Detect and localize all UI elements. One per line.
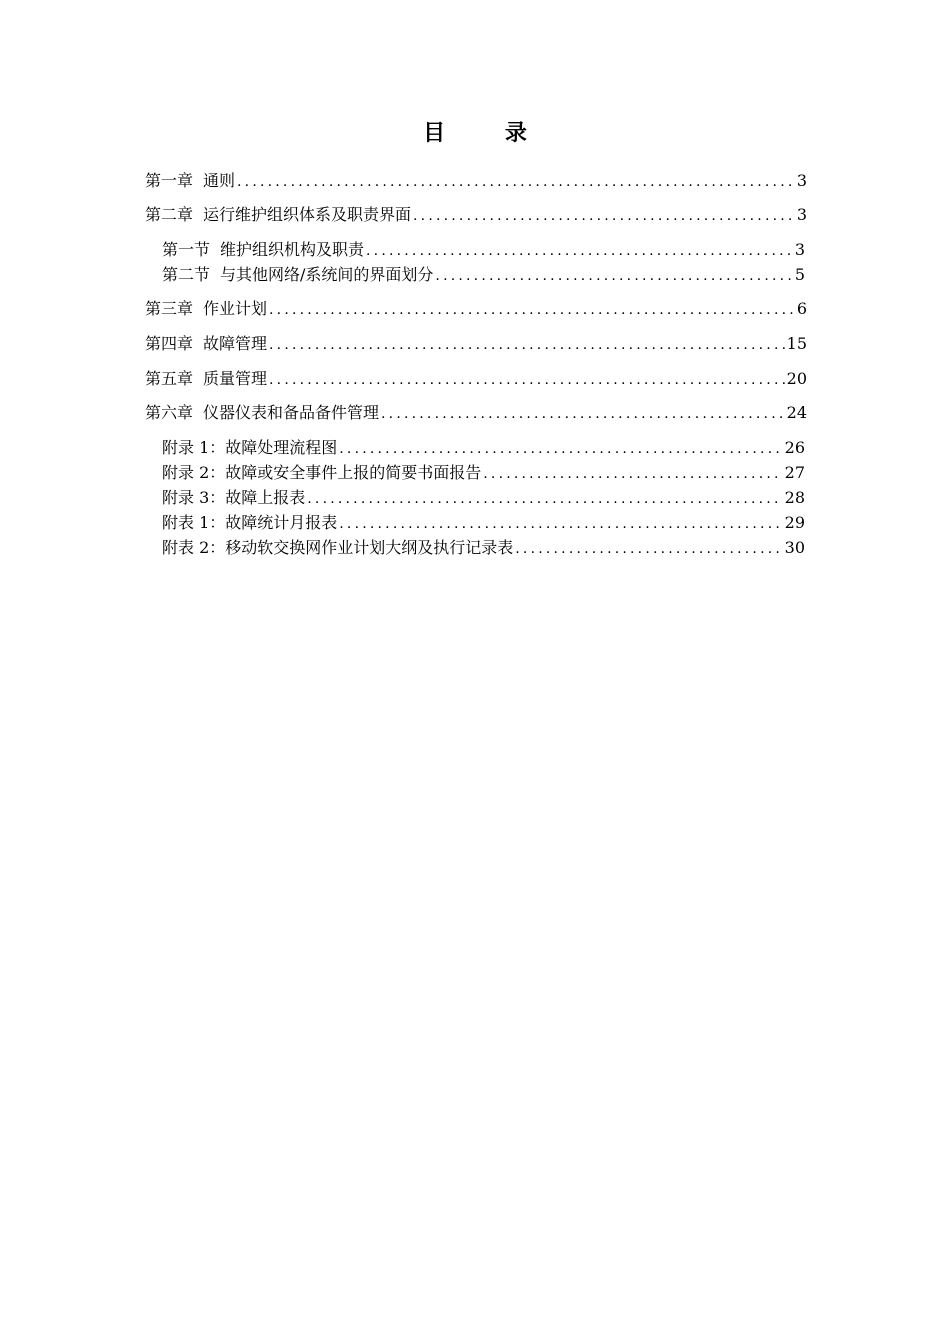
toc-entry-page: 26 [784, 438, 805, 457]
dot-leader [515, 539, 782, 559]
toc-entry-title: 维护组织机构及职责 [220, 240, 365, 259]
toc-entry-title: 附表 2：移动软交换网作业计划大纲及执行记录表 [162, 538, 514, 557]
toc-entry-title: 通则 [203, 171, 236, 190]
toc-entry-page: 29 [784, 513, 805, 532]
toc-entry-page: 24 [786, 403, 807, 422]
toc-entry-appendix-3[interactable] [162, 488, 805, 509]
toc-entry-title: 附表 1：故障统计月报表 [162, 513, 338, 532]
dot-leader [366, 241, 793, 261]
toc-entry-chapter-4[interactable] [145, 334, 807, 355]
toc-entry-title: 附录 2：故障或安全事件上报的简要书面报告 [162, 463, 482, 482]
dot-leader [435, 266, 792, 286]
toc-entry-number: 第二节 [162, 265, 211, 284]
toc-entry-title: 仪器仪表和备品备件管理 [203, 403, 380, 422]
toc-entry-section-2-1[interactable] [162, 240, 805, 261]
toc-entry-title: 质量管理 [203, 369, 268, 388]
toc-entry-page: 3 [794, 240, 805, 259]
toc-entry-number: 第六章 [145, 403, 194, 422]
toc-entry-title: 与其他网络/系统间的界面划分 [220, 265, 434, 284]
toc-entry-chapter-1[interactable] [145, 171, 807, 192]
toc-entry-title: 附录 3：故障上报表 [162, 488, 306, 507]
dot-leader [339, 514, 782, 534]
toc-entry-page: 20 [786, 369, 807, 388]
toc-entry-page: 3 [796, 171, 807, 190]
toc-entry-number: 第五章 [145, 369, 194, 388]
toc-entry-chapter-5[interactable] [145, 369, 807, 390]
toc-entry-section-2-2[interactable] [162, 265, 805, 286]
toc-entry-table-1[interactable] [162, 513, 805, 534]
toc-entry-appendix-2[interactable] [162, 463, 805, 484]
toc-entry-page: 3 [796, 205, 807, 224]
toc-entry-page: 28 [784, 488, 805, 507]
toc-entry-table-2[interactable] [162, 538, 805, 559]
toc-entry-title: 附录 1：故障处理流程图 [162, 438, 338, 457]
dot-leader [237, 172, 795, 192]
toc-entry-page: 30 [784, 538, 805, 557]
toc-entry-number: 第三章 [145, 299, 194, 318]
dot-leader [269, 300, 795, 320]
toc-entry-number: 第四章 [145, 334, 194, 353]
toc-entry-page: 5 [794, 265, 805, 284]
toc-entry-number: 第一章 [145, 171, 194, 190]
toc-entry-chapter-3[interactable] [145, 299, 807, 320]
toc-entry-title: 故障管理 [203, 334, 268, 353]
toc-entry-number: 第二章 [145, 205, 194, 224]
toc-entry-title: 作业计划 [203, 299, 268, 318]
dot-leader [413, 206, 795, 226]
dot-leader [381, 404, 785, 424]
toc-entry-title: 运行维护组织体系及职责界面 [203, 205, 412, 224]
toc-title: 目 录 [423, 120, 553, 146]
dot-leader [269, 370, 785, 390]
toc-entry-chapter-2[interactable] [145, 205, 807, 226]
dot-leader [483, 464, 782, 484]
toc-entry-page: 15 [786, 334, 807, 353]
toc-entry-appendix-1[interactable] [162, 438, 805, 459]
toc-entry-page: 27 [784, 463, 805, 482]
toc-entry-number: 第一节 [162, 240, 211, 259]
dot-leader [269, 335, 785, 355]
dot-leader [307, 489, 782, 509]
toc-entry-page: 6 [796, 299, 807, 318]
toc-entry-chapter-6[interactable] [145, 403, 807, 424]
dot-leader [339, 439, 782, 459]
